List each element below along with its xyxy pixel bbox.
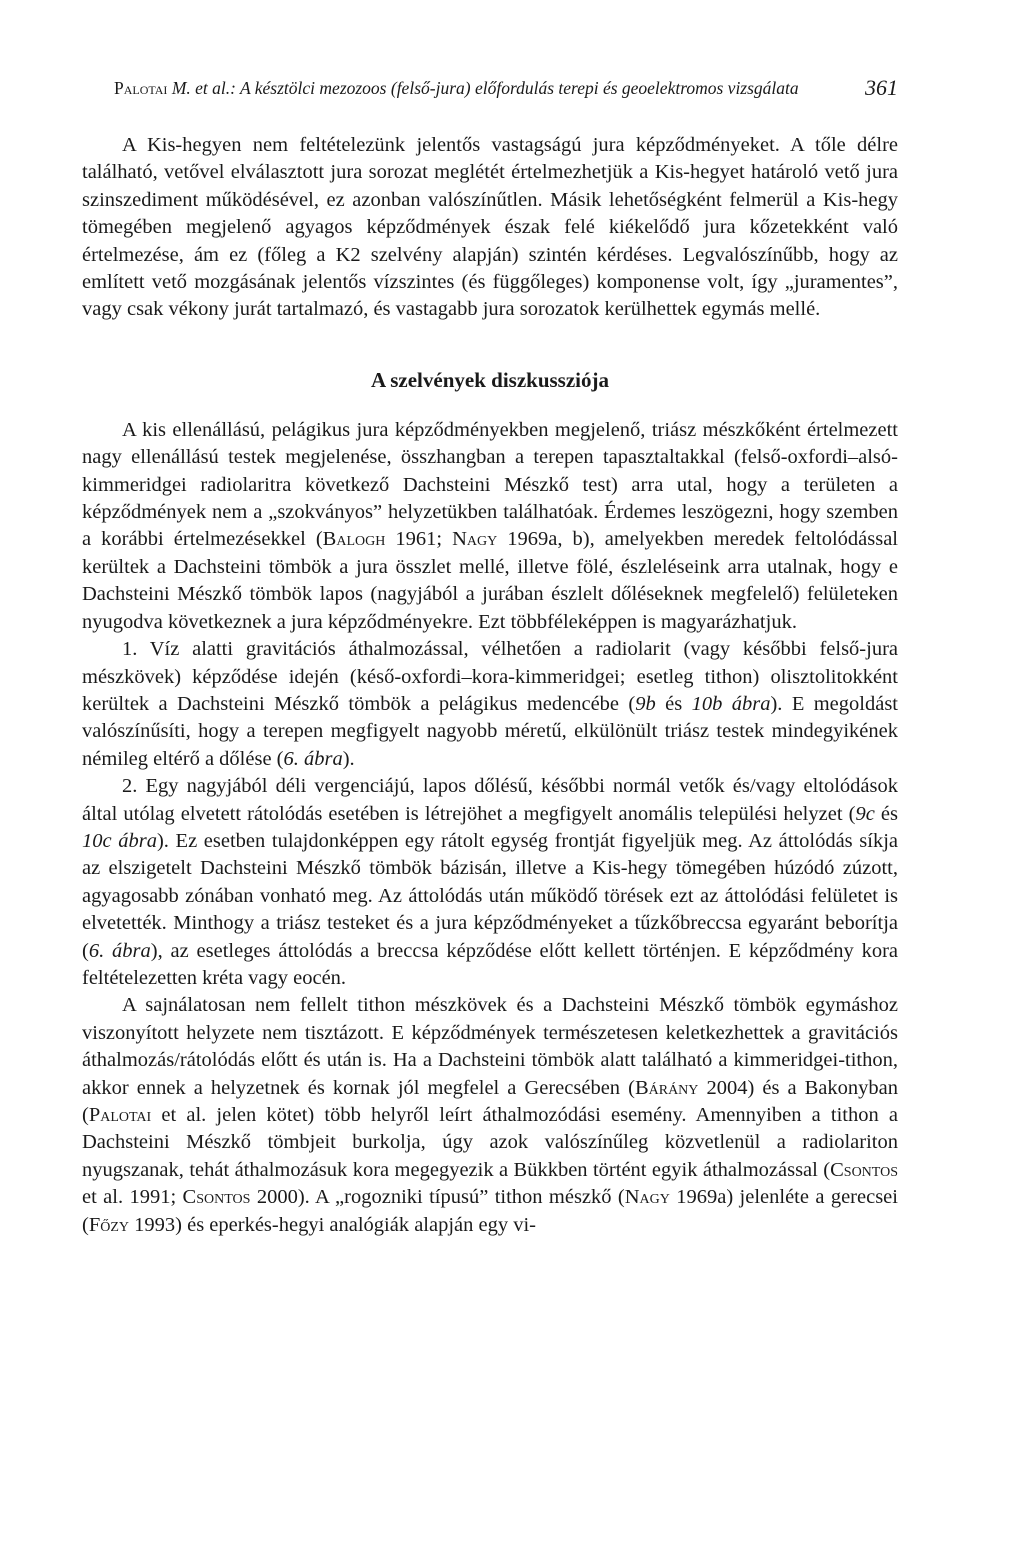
list-item-1-text-2: és <box>655 692 692 715</box>
body-text <box>82 132 898 1239</box>
paragraph-3-text-6: 1969a) jelenléte a gerecsei ( <box>82 1186 898 1236</box>
paragraph-3-text-2: 2004) és a Bakonyban ( <box>82 1076 898 1126</box>
list-item-1-text-3: ). E megoldást valószínűsíti, hogy a terepen megfigyelt nagyobb méretű, elkülönült triász testek mindegyikének némileg eltérő a dőlése ( <box>82 692 898 770</box>
section-heading: A szelvények diszkussziója <box>370 367 609 392</box>
citation-csontos-1991: Csontos <box>830 1158 898 1181</box>
running-head-article-title: A késztölci mezozoos (felső-jura) előfordulás terepi és geoelektromos vizsgálata <box>235 78 799 98</box>
running-head-author: Palotai <box>114 78 168 98</box>
citation-fozy: Főzy <box>88 1213 130 1236</box>
paragraph-2-text-2: 1961; <box>385 528 453 551</box>
citation-csontos-2000: Csontos <box>182 1186 251 1209</box>
running-head-title <box>114 68 799 108</box>
figure-ref-6: 6. ábra <box>283 747 343 770</box>
paragraph-3-text-7: 1993) és eperkés-hegyi analógiák alapján egy vi- <box>129 1213 537 1236</box>
list-item-1-text-4: ). <box>342 747 355 770</box>
page <box>82 68 898 1239</box>
paragraph-1: A Kis-hegyen nem feltételezünk jelentős vastagságú jura képződményeket. A tőle délre található, vetővel elválasztott jura sorozat meglétét értelmezhetjük a Kis-hegyet határoló vető jura szinszediment működésével, ez azonban valószínűtlen. Másik lehetőségként felmerül a Kis-hegy tömegében megjelenő agyagos képződmények észak felé kiékelődő jura kőzetekként való értelmezése, ám ez (főleg a K2 szelvény alapján) szintén kérdéses. Legvalószínűbb, hogy az említett vető mozgásának jelentős vízszintes (és függőleges) komponense volt, így „juramentes”, vagy csak vékony jurát tartalmazó, és vastagabb jura sorozatok kerülhettek egymás mellé. <box>82 134 898 321</box>
citation-palotai: Palotai <box>88 1104 152 1126</box>
paragraph-2 <box>82 417 898 636</box>
figure-ref-6b: 6. ábra <box>88 939 151 962</box>
list-item-2 <box>82 773 898 992</box>
figure-ref-9b: 9b <box>635 692 656 715</box>
figure-ref-10c: 10c ábra <box>82 829 157 852</box>
paragraph-3-text-1: A sajnálatosan nem fellelt tithon mészkövek és a Dachsteini Mészkő tömbök egymáshoz viszonyított helyzete nem tisztázott. E képződmények természetesen keletkezhettek a gravitációs áthalmozás/rátolódás előtt és után is. Ha a Dachsteini tömbök alatt található a kimmeridgei-tithon, akkor ennek a helyzetnek és kornak jól megfelel a Gerecsében ( <box>82 994 898 1099</box>
page-number: 361 <box>865 75 898 100</box>
list-item-2-text-1: 2. Egy nagyjából déli vergenciájú, lapos dőlésű, későbbi normál vetők és/vagy eltolódások által utólag elvetett rátolódás esetében is létrejöhet a megfigyelt anomális települési helyzet ( <box>82 775 898 825</box>
list-item-2-text-4: ), az esetleges áttolódás a breccsa képződése előtt kellett történjen. E képződmény kora feltételezetten kréta vagy eocén. <box>82 939 898 989</box>
citation-balogh: Balogh <box>322 528 386 551</box>
list-item-2-text-2: és <box>874 802 898 825</box>
running-head-author-rest: M. et al.: <box>167 78 236 98</box>
running-head <box>82 68 898 108</box>
paragraph-2-text-3: 1969a, b), amelyekben meredek feltolódással kerültek a Dachsteini tömbök a jura összlet mellé, illetve fölé, észleléseink arra utalnak, hogy e Dachsteini Mészkő tömbök lapos (nagyjából a jurában észlelt dőléseknek megfelelő) felületeken nyugodva következnek a jura képződményekre. Ezt többféleképpen is magyarázhatjuk. <box>82 528 898 633</box>
paragraph-3-text-3: et al. jelen kötet) több helyről leírt áthalmozódási esemény. Amennyiben a tithon a Dachsteini Mészkő tömbjeit burkolja, úgy azok valószínűleg közvetlenül a radiolariton nyugszanak, tehát áthalmozásuk kora megegyezik a Bükkben történt egyik áthalmozással ( <box>82 1104 898 1181</box>
figure-ref-9c: 9c <box>855 802 875 825</box>
list-item-1 <box>82 636 898 773</box>
paragraph-3-text-5: 2000). A „rogozniki típusú” tithon mészkő ( <box>250 1186 625 1209</box>
citation-barany: Bárány <box>634 1076 699 1099</box>
paragraph-3-text-4: et al. 1991; <box>82 1186 183 1209</box>
citation-nagy: Nagy <box>452 528 498 551</box>
paragraph-3 <box>82 992 898 1239</box>
citation-nagy-1969a: Nagy <box>624 1186 670 1209</box>
list-item-1-text-1: 1. Víz alatti gravitációs áthalmozással, vélhetően a radiolarit (vagy későbbi felső-jura mészkövek) képződése idején (késő-oxfordi–kora-kimmeridgei; esetleg tithon) olisztolitokként kerültek a Dachsteini Mészkő tömbök a pelágikus medencébe ( <box>82 638 898 715</box>
paragraph-2-text-1: A kis ellenállású, pelágikus jura képződményekben megjelenő, triász mészkőként értelmezett nagy ellenállású testek megjelenése, összhangban a terepen tapasztaltakkal (felső-oxfordi–alsó-kimmeridgei radiolaritra következő Dachsteini Mészkő test) arra utal, hogy a területen a képződmények nem a „szokványos” helyzetükben találhatóak. Érdemes leszögezni, hogy szemben a korábbi értelmezésekkel ( <box>82 418 898 551</box>
list-item-2-text-3: ). Ez esetben tulajdonképpen egy rátolt egység frontját figyeljük meg. Az áttolódás síkja az elszigetelt Dachsteini Mészkő tömbök bázisán, illetve a Kis-hegy tömegében húzódó zúzott, agyagosabb zónában vonható meg. Az áttolódás után működő törések ezt az áttolódási felületet is elvetették. Minthogy a triász testeket és a jura képződményeket a tűzkőbreccsa egyaránt beborítja ( <box>82 829 898 962</box>
figure-ref-10b: 10b ábra <box>691 692 771 715</box>
